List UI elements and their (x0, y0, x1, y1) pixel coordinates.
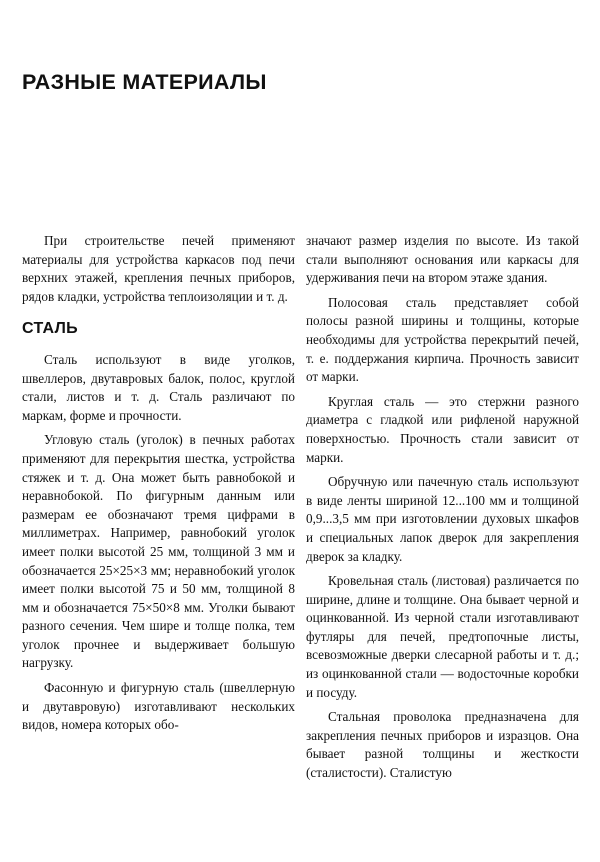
paragraph: Угловую сталь (уголок) в печных работах применяют для перекрытия шестка, устройства стяжек и т. д. Она может быть равнобокой и неравнобокой. По фигурным данным или размерам ее обозначают тремя цифрами в миллиметрах. Например, равнобокий уголок имеет полки высотой 25 мм, толщиной 3 мм и обозначается 25×25×3 мм; неравнобокий уголок имеет полки высотой 75 и 50 мм, толщиной 8 мм и обозначается 75×50×8 мм. Уголки бывают разного сечения. Чем шире и толще полка, тем уголок прочнее и выдерживает большую нагрузку. (22, 432, 295, 671)
paragraph: Круглая сталь — это стержни разного диаметра с гладкой или рифленой наружной поверхностью. Прочность стали зависит от марки. (306, 393, 579, 465)
left-column (22, 232, 295, 741)
paragraph: Сталь используют в виде уголков, швеллеров, двутавровых балок, полос, круглой стали, листов и т. д. Сталь различают по маркам, форме и прочности. (22, 351, 295, 423)
chapter-title: РАЗНЫЕ МАТЕРИАЛЫ (22, 70, 267, 94)
paragraph: Обручную или пачечную сталь используют в виде ленты шириной 12...100 мм и толщиной 0,9...3,5 мм при изготовлении духовых шкафов и специальных лапок дверок для закрепления дверок за кладку. (306, 474, 579, 564)
paragraph: Фасонную и фигурную сталь (швеллерную и двутавровую) изготавливают нескольких видов, номера которых обо- (22, 680, 295, 733)
intro-paragraph: При строительстве печей применяют материалы для устройства каркасов под печи верхних этажей, крепления печных приборов, рядов кладки, устройства теплоизоляции и т. д. (22, 233, 295, 304)
section-heading-steel: СТАЛЬ (22, 320, 78, 338)
continued-paragraph: значают размер изделия по высоте. Из такой стали выполняют основания или каркасы для удерживания печи на втором этаже здания. (306, 233, 579, 286)
right-column (306, 232, 579, 789)
paragraph: Стальная проволока предназначена для закрепления печных приборов и изразцов. Она бывает разной толщины и жесткости (сталистости). Сталистую (306, 709, 579, 781)
paragraph: Кровельная сталь (листовая) различается по ширине, длине и толщине. Она бывает черной и оцинкованной. Из черной стали изготавливают футляры для печей, предтопочные листы, всевозможные дверки слесарной работы и т. д.; из оцинкованной стали — водосточные коробки и посуду. (306, 573, 579, 700)
paragraph: Полосовая сталь представляет собой полосы разной ширины и толщины, которые необходимы для устройства перекрытий печей, т. е. поддержания кирпича. Прочность зависит от марки. (306, 294, 579, 385)
